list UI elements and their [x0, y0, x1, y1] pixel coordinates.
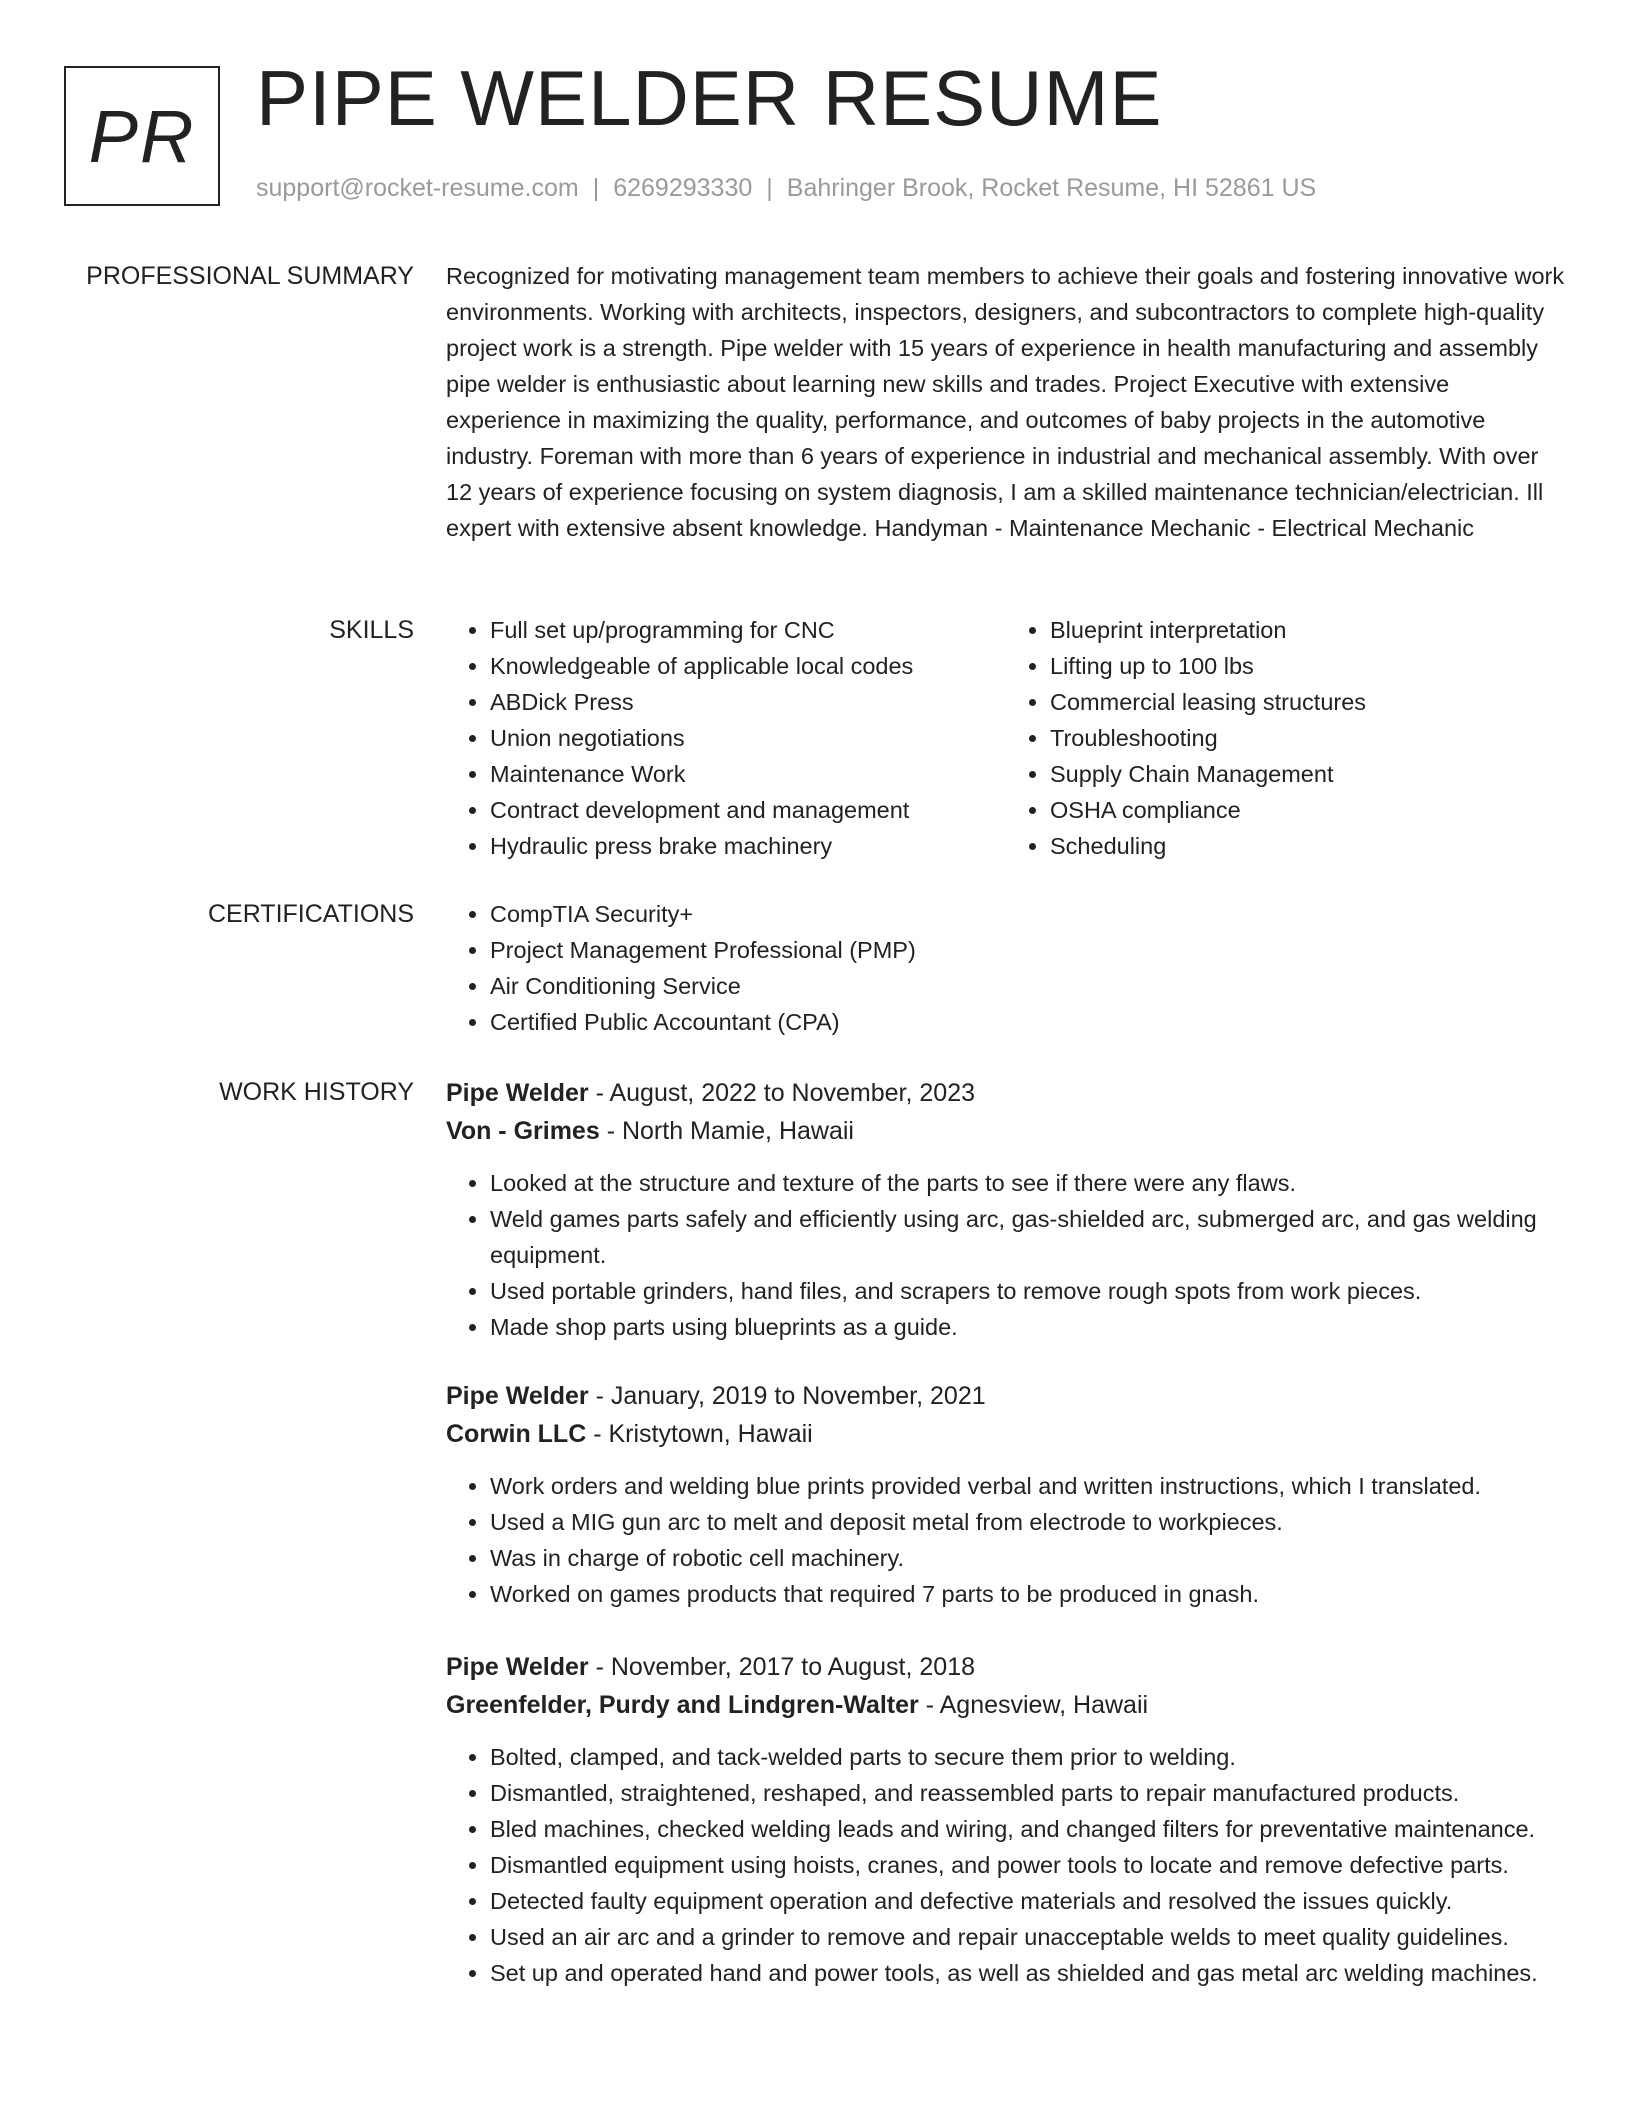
skill-item: • Contract development and management: [490, 792, 1006, 828]
job-entry: [446, 1648, 1566, 1991]
skills-columns: [446, 612, 1566, 864]
monogram-initials: PR: [88, 94, 196, 178]
job-dates: - August, 2022 to November, 2023: [588, 1079, 976, 1107]
job-bullet: • Dismantled, straightened, reshaped, and reassembled parts to repair manufactured products.: [490, 1775, 1566, 1811]
job-bullet: • Bled machines, checked welding leads and wiring, and changed filters for preventative maintenance.: [490, 1811, 1566, 1847]
job-company-line: [446, 1112, 1566, 1150]
resume-title: PIPE WELDER RESUME: [256, 54, 1163, 142]
certification-item: • Project Management Professional (PMP): [490, 932, 1566, 968]
job-bullets: [446, 1468, 1566, 1612]
summary-text: Recognized for motivating management team members to achieve their goals and fostering innovative work environments. Working with architects, inspectors, designers, and subcontractors to complete high-quality project work is a strength. Pipe welder with 15 years of experience in health manufacturing and assembly pipe welder is enthusiastic about learning new skills and trades. Project Executive with extensive experience in maximizing the quality, performance, and outcomes of baby projects in the automotive industry. Foreman with more than 6 years of experience in industrial and mechanical assembly. With over 12 years of experience focusing on system diagnosis, I am a skilled maintenance technician/electrician. Ill expert with extensive absent knowledge. Handyman - Maintenance Mechanic - Electrical Mechanic: [446, 263, 1565, 541]
contact-email[interactable]: support@rocket-resume.com: [256, 174, 579, 202]
certification-item: • CompTIA Security+: [490, 896, 1566, 932]
job-location: - Kristytown, Hawaii: [586, 1420, 813, 1448]
job-bullet: • Detected faulty equipment operation and defective materials and resolved the issues quickly.: [490, 1883, 1566, 1919]
job-location: - North Mamie, Hawaii: [599, 1117, 854, 1145]
job-bullet: • Made shop parts using blueprints as a guide.: [490, 1309, 1566, 1345]
job-bullet: • Used portable grinders, hand files, and scrapers to remove rough spots from work pieces.: [490, 1273, 1566, 1309]
skill-item: • OSHA compliance: [1050, 792, 1566, 828]
contact-address: Bahringer Brook, Rocket Resume, HI 52861 US: [786, 174, 1317, 202]
skill-item: • Blueprint interpretation: [1050, 612, 1566, 648]
contact-line: [256, 174, 1316, 203]
job-entry: [446, 1377, 1566, 1612]
job-bullet: • Weld games parts safely and efficiently using arc, gas-shielded arc, submerged arc, and gas welding equipment.: [490, 1201, 1566, 1273]
skill-item: • Lifting up to 100 lbs: [1050, 648, 1566, 684]
job-dates: - November, 2017 to August, 2018: [588, 1653, 976, 1681]
job-role: Pipe Welder: [446, 1079, 589, 1107]
certifications-title: CERTIFICATIONS: [207, 900, 414, 928]
skills-title: SKILLS: [329, 616, 414, 644]
job-bullet: • Used an air arc and a grinder to remove and repair unacceptable welds to meet quality guidelines.: [490, 1919, 1566, 1955]
job-title-line: [446, 1074, 1566, 1112]
certification-item: • Air Conditioning Service: [490, 968, 1566, 1004]
work-history-title: WORK HISTORY: [219, 1078, 414, 1106]
job-dates: - January, 2019 to November, 2021: [588, 1382, 986, 1410]
job-role: Pipe Welder: [446, 1653, 589, 1681]
job-bullet: • Looked at the structure and texture of the parts to see if there were any flaws.: [490, 1165, 1566, 1201]
skill-item: • Troubleshooting: [1050, 720, 1566, 756]
job-title-line: [446, 1648, 1566, 1686]
job-company: Von - Grimes: [446, 1117, 600, 1145]
skill-item: • Scheduling: [1050, 828, 1566, 864]
skill-item: • Full set up/programming for CNC: [490, 612, 1006, 648]
skills-list-right: [1006, 612, 1566, 864]
job-company-line: [446, 1686, 1566, 1724]
job-bullet: • Used a MIG gun arc to melt and deposit metal from electrode to workpieces.: [490, 1504, 1566, 1540]
summary-title: PROFESSIONAL SUMMARY: [86, 262, 414, 290]
skill-item: • Commercial leasing structures: [1050, 684, 1566, 720]
skills-list-left: [446, 612, 1006, 864]
certifications-body: [446, 896, 1566, 1040]
job-title-line: [446, 1377, 1566, 1415]
job-bullet: • Bolted, clamped, and tack-welded parts to secure them prior to welding.: [490, 1739, 1566, 1775]
monogram-badge: [64, 66, 220, 206]
contact-separator: |: [592, 174, 600, 202]
job-bullet: • Work orders and welding blue prints provided verbal and written instructions, which I translated.: [490, 1468, 1566, 1504]
contact-phone[interactable]: 6269293330: [613, 174, 753, 202]
job-company: Corwin LLC: [446, 1420, 587, 1448]
job-location: - Agnesview, Hawaii: [918, 1691, 1149, 1719]
skill-item: • Union negotiations: [490, 720, 1006, 756]
certification-item: • Certified Public Accountant (CPA): [490, 1004, 1566, 1040]
job-bullets: [446, 1165, 1566, 1345]
skill-item: • ABDick Press: [490, 684, 1006, 720]
job-bullet: • Worked on games products that required 7 parts to be produced in gnash.: [490, 1576, 1566, 1612]
skill-item: • Knowledgeable of applicable local codes: [490, 648, 1006, 684]
job-role: Pipe Welder: [446, 1382, 589, 1410]
contact-separator: |: [766, 174, 773, 202]
certifications-list: [446, 896, 1566, 1040]
job-bullet: • Set up and operated hand and power tools, as well as shielded and gas metal arc welding machines.: [490, 1955, 1566, 1991]
job-entry: [446, 1074, 1566, 1345]
skill-item: • Supply Chain Management: [1050, 756, 1566, 792]
job-bullets: [446, 1739, 1566, 1991]
job-company: Greenfelder, Purdy and Lindgren-Walter: [446, 1691, 919, 1719]
job-bullet: • Dismantled equipment using hoists, cranes, and power tools to locate and remove defective parts.: [490, 1847, 1566, 1883]
skill-item: • Maintenance Work: [490, 756, 1006, 792]
job-bullet: • Was in charge of robotic cell machinery.: [490, 1540, 1566, 1576]
skill-item: • Hydraulic press brake machinery: [490, 828, 1006, 864]
job-company-line: [446, 1415, 1566, 1453]
